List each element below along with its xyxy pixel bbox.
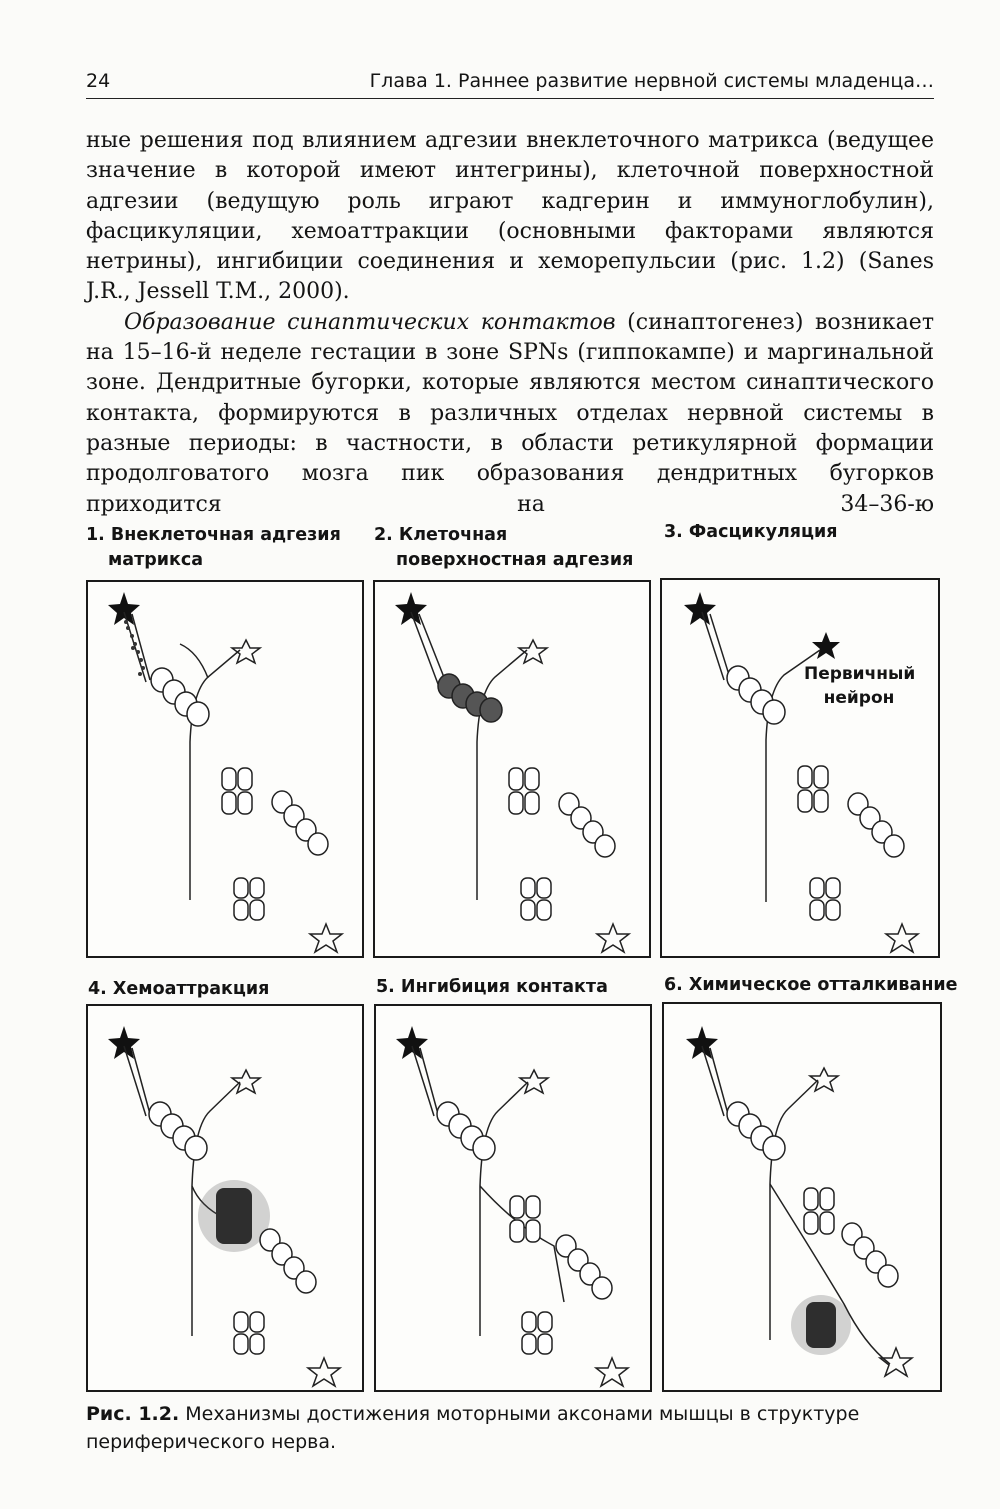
sensory-star-icon — [810, 1068, 838, 1091]
paragraph-2 — [86, 308, 934, 520]
panel-5-title: 5. Ингибиция контакта — [376, 977, 608, 997]
running-header — [86, 66, 934, 99]
italic-term: Образование синаптических контактов — [124, 309, 616, 335]
motor-neuron-star-icon — [686, 1026, 718, 1059]
panel-3 — [660, 578, 940, 958]
panel-1-title: 1. Внеклеточная адгезия матрикса — [86, 525, 341, 570]
panel-6-title: 6. Химическое отталкивание — [664, 975, 958, 995]
panel-6 — [662, 1002, 942, 1392]
paragraph-2-text: (синаптогенез) возникает на 15–16-й неделе гестации в зоне SPNs (гиппокампе) и маргинальной зоне. Дендритные бугорки, которые являются местом синаптического контакта, формируются в различных отделах нервной системы в разные периоды: в частности, в области ретикулярной формации продолговатого мозга пик образования дендритных бугорков приходится на 34–36-ю — [86, 309, 934, 517]
sensory-star-icon — [520, 1070, 548, 1093]
panel-1 — [86, 580, 364, 958]
muscle-star-icon — [886, 924, 918, 952]
cell-chain-2 — [272, 791, 328, 855]
sensory-star-icon — [519, 640, 547, 663]
sensory-star-icon — [232, 640, 260, 663]
panel-2-title: 2. Клеточная поверхностная адгезия — [374, 525, 634, 570]
muscle-star-icon — [596, 1358, 628, 1386]
motor-neuron-star-icon — [396, 1026, 428, 1059]
muscle-star-icon — [880, 1348, 912, 1376]
motor-neuron-star-icon — [395, 592, 427, 625]
muscle-star-icon — [597, 924, 629, 952]
body-text — [86, 126, 934, 520]
muscle-star-icon — [310, 924, 342, 952]
panel-4 — [86, 1004, 364, 1392]
chapter-title: Глава 1. Раннее развитие нервной системы младенца… — [369, 70, 934, 92]
motor-neuron-star-icon — [108, 592, 140, 625]
figure-caption — [86, 1400, 940, 1456]
panel-5 — [374, 1004, 652, 1392]
panel-1-drawing — [88, 582, 362, 956]
panel-6-drawing — [664, 1004, 940, 1390]
caption-text: Механизмы достижения моторными аксонами мышцы в структуре периферического нерва. — [86, 1403, 860, 1453]
page-number: 24 — [86, 70, 111, 92]
repellent-cluster — [791, 1295, 851, 1355]
panel-4-drawing — [88, 1006, 362, 1390]
sensory-star-icon — [232, 1070, 260, 1093]
panel-2-drawing — [375, 582, 649, 956]
panel-5-drawing — [376, 1006, 650, 1390]
motor-neuron-star-icon — [108, 1026, 140, 1059]
panel-2 — [373, 580, 651, 958]
dark-cell-chain — [438, 674, 502, 722]
primary-neuron-star-icon — [812, 632, 840, 659]
cell-cluster-2 — [234, 878, 264, 920]
paragraph-1: ные решения под влиянием адгезии внеклеточного матрикса (ведущее значение в которой имеют интегрины), клеточной поверхностной адгезии (ведущую роль играют кадгерин и иммуноглобулин), фасцикуляции, хемоаттракции (основными факторами являются нетрины), ингибиции соединения и хеморепульсии (рис. 1.2) (Sanes J.R., Jessell T.M., 2000). — [86, 128, 934, 305]
caption-label: Рис. 1.2. — [86, 1403, 180, 1425]
panel-4-title: 4. Хемоаттракция — [88, 979, 270, 999]
muscle-star-icon — [308, 1358, 340, 1386]
cell-cluster-1 — [222, 768, 252, 814]
panel-3-drawing — [662, 580, 938, 956]
primary-neuron-label: Первичный нейрон — [804, 664, 916, 708]
panel-3-title: 3. Фасцикуляция — [664, 522, 838, 542]
attractant-cluster — [198, 1180, 270, 1252]
cell-chain-1 — [151, 668, 209, 726]
